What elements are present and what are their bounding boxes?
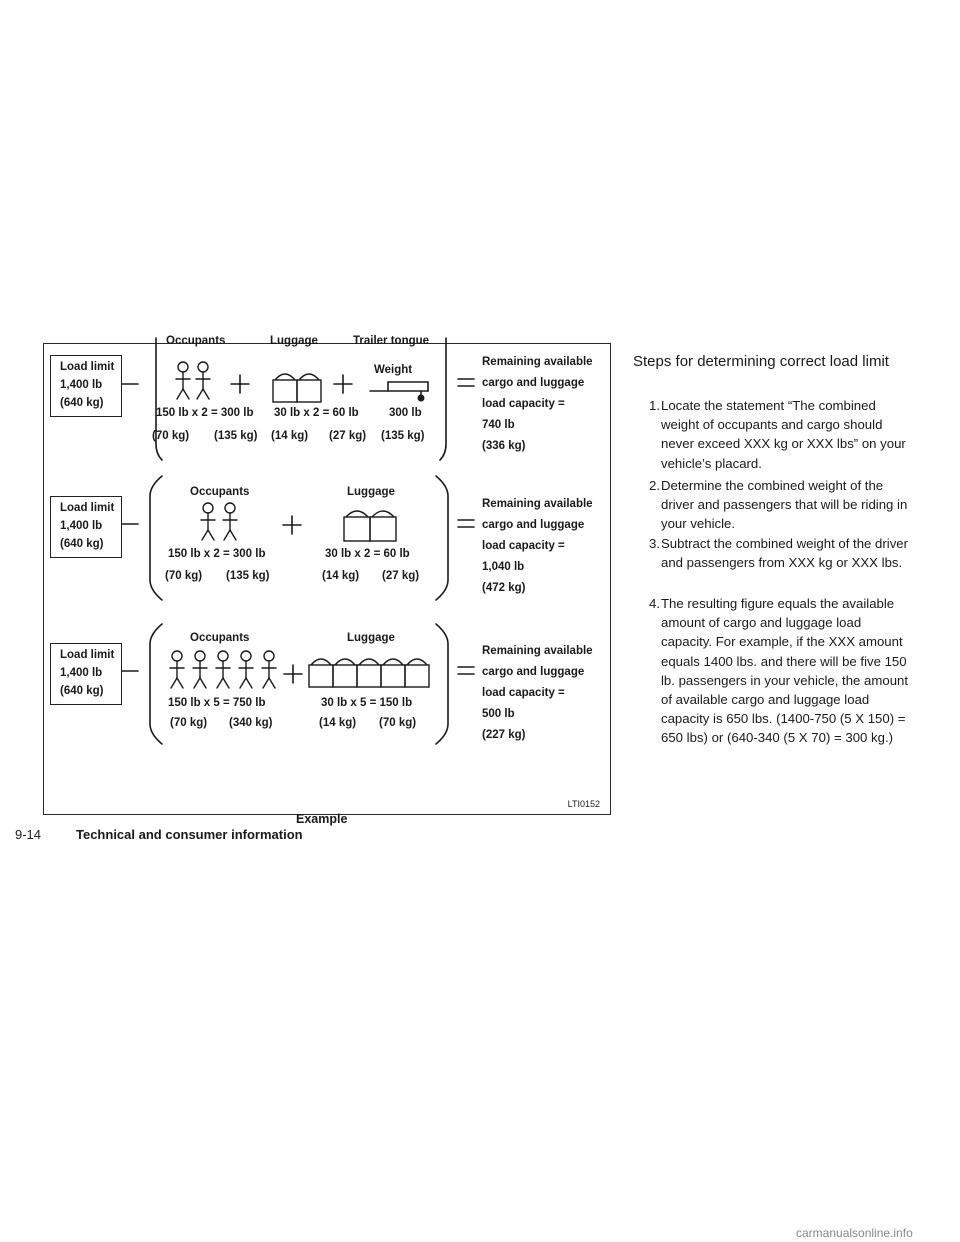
chapter-title: Technical and consumer information: [76, 827, 303, 842]
step-1: [633, 396, 911, 473]
luggage-bag-icon: [370, 511, 396, 541]
bracket-left-3: [150, 624, 162, 744]
bracket-left-2: [150, 476, 162, 600]
plus-sign-3: [283, 516, 301, 534]
person-icon: [223, 503, 237, 540]
step-number: 4.: [649, 596, 660, 611]
load-limit-label: Load limit: [60, 649, 115, 661]
result-line-1: Remaining available: [482, 356, 593, 368]
result-line-3: load capacity =: [482, 540, 565, 552]
bracket-right-2: [436, 476, 448, 600]
step-text: Subtract the combined weight of the driver and passengers from XXX kg or XXX lbs.: [661, 536, 909, 571]
plus-sign-2: [334, 375, 352, 393]
result-line-3: load capacity =: [482, 398, 565, 410]
header-occupants-1: Occupants: [166, 335, 226, 347]
load-limit-box-1: [50, 355, 122, 417]
result-value-lb: 740 lb: [482, 419, 515, 431]
page-number: 9-14: [15, 827, 42, 842]
step-number: 1.: [649, 398, 660, 413]
person-icon: [262, 651, 276, 688]
header-occupants-2: Occupants: [190, 486, 250, 498]
header-luggage-2: Luggage: [347, 486, 395, 498]
result-value-lb: 500 lb: [482, 708, 515, 720]
figure-id-label: LTI0152: [567, 799, 600, 809]
step-text: Determine the combined weight of the driver and passengers that will be riding in your vehicle.: [661, 478, 908, 532]
load-limit-box-2: [50, 496, 122, 558]
result-line-3: load capacity =: [482, 687, 565, 699]
person-icon: [176, 362, 190, 399]
result-line-2: cargo and luggage: [482, 377, 585, 389]
step-2: [633, 476, 911, 534]
luggage-kg-each-3: (14 kg): [319, 717, 357, 729]
luggage-kg-total-1: (27 kg): [329, 430, 367, 442]
bracket-right-1: [440, 338, 446, 460]
luggage-kg-total-2: (27 kg): [382, 570, 420, 582]
luggage-bag-icon: [357, 659, 381, 687]
luggage-bag-icon: [344, 511, 370, 541]
luggage-equation-3: 30 lb x 5 = 150 lb: [321, 697, 413, 709]
occupants-equation-1: 150 lb x 2 = 300 lb: [156, 407, 254, 419]
plus-sign-4: [284, 665, 302, 683]
load-limit-lb: 1,400 lb: [60, 379, 103, 391]
luggage-equation-1: 30 lb x 2 = 60 lb: [274, 407, 359, 419]
load-limit-lb: 1,400 lb: [60, 667, 103, 679]
result-value-lb: 1,040 lb: [482, 561, 525, 573]
load-limit-box-3: [50, 643, 122, 705]
luggage-bag-icon: [333, 659, 357, 687]
luggage-kg-total-3: (70 kg): [379, 717, 417, 729]
occupants-equation-3: 150 lb x 5 = 750 lb: [168, 697, 266, 709]
result-line-2: cargo and luggage: [482, 666, 585, 678]
result-value-kg: (336 kg): [482, 440, 526, 452]
trailer-tongue-icon: [370, 382, 428, 396]
step-number: 2.: [649, 478, 660, 493]
watermark: carmanualsonline.info: [796, 1226, 913, 1240]
occupants-kg-total-3: (340 kg): [229, 717, 273, 729]
result-line-2: cargo and luggage: [482, 519, 585, 531]
load-limit-label: Load limit: [60, 361, 115, 373]
result-value-kg: (227 kg): [482, 729, 526, 741]
equals-sign-1: [458, 379, 474, 386]
person-icon: [239, 651, 253, 688]
luggage-bag-icon: [381, 659, 405, 687]
header-luggage-3: Luggage: [347, 632, 395, 644]
result-value-kg: (472 kg): [482, 582, 526, 594]
step-4: [633, 594, 911, 748]
step-3: [633, 534, 911, 572]
result-line-1: Remaining available: [482, 498, 593, 510]
luggage-kg-each-1: (14 kg): [271, 430, 309, 442]
occupants-equation-2: 150 lb x 2 = 300 lb: [168, 548, 266, 560]
person-icon: [196, 362, 210, 399]
figure-caption: Example: [296, 812, 348, 826]
occupants-kg-each-2: (70 kg): [165, 570, 203, 582]
equals-sign-3: [458, 667, 474, 674]
header-luggage-1: Luggage: [270, 335, 318, 347]
luggage-bag-icon: [297, 374, 321, 402]
step-text: The resulting figure equals the available amount of cargo and luggage load capacity. For example, if the XXX amount equals 1400 lbs. and there will be five 150 lb. passengers in your vehicle, the amount of available cargo and luggage load capacity is 650 lbs. (1400-750 (5 X 150) = 650 lbs) or (640-340 (5 X 70) = 300 kg.): [661, 596, 909, 746]
luggage-kg-each-2: (14 kg): [322, 570, 360, 582]
equals-sign-2: [458, 520, 474, 527]
trailer-equation-1: 300 lb: [389, 407, 422, 419]
occupants-kg-total-2: (135 kg): [226, 570, 270, 582]
luggage-bag-icon: [273, 374, 297, 402]
luggage-bag-icon: [309, 659, 333, 687]
trailer-ball-icon: [418, 395, 425, 402]
result-line-1: Remaining available: [482, 645, 593, 657]
step-number: 3.: [649, 536, 660, 551]
header-trailer-tongue-1: Trailer tongue: [353, 335, 430, 347]
header-occupants-3: Occupants: [190, 632, 250, 644]
load-limit-lb: 1,400 lb: [60, 520, 103, 532]
person-icon: [193, 651, 207, 688]
load-limit-kg: (640 kg): [60, 685, 104, 697]
step-text: Locate the statement “The combined weight of occupants and cargo should never exceed XXX kg or XXX lbs” on your vehicle’s placard.: [661, 398, 906, 471]
luggage-bag-icon: [405, 659, 429, 687]
trailer-kg-1: (135 kg): [381, 430, 425, 442]
plus-sign-1: [231, 375, 249, 393]
occupants-kg-each-1: (70 kg): [152, 430, 190, 442]
load-limit-label: Load limit: [60, 502, 115, 514]
bracket-right-3: [436, 624, 448, 744]
load-limit-kg: (640 kg): [60, 397, 104, 409]
person-icon: [216, 651, 230, 688]
luggage-equation-2: 30 lb x 2 = 60 lb: [325, 548, 410, 560]
person-icon: [170, 651, 184, 688]
occupants-kg-each-3: (70 kg): [170, 717, 208, 729]
weight-label: Weight: [374, 364, 413, 376]
occupants-kg-total-1: (135 kg): [214, 430, 258, 442]
load-limit-kg: (640 kg): [60, 538, 104, 550]
load-calculation-figure: [43, 335, 611, 815]
section-heading: Steps for determining correct load limit: [633, 353, 889, 370]
person-icon: [201, 503, 215, 540]
